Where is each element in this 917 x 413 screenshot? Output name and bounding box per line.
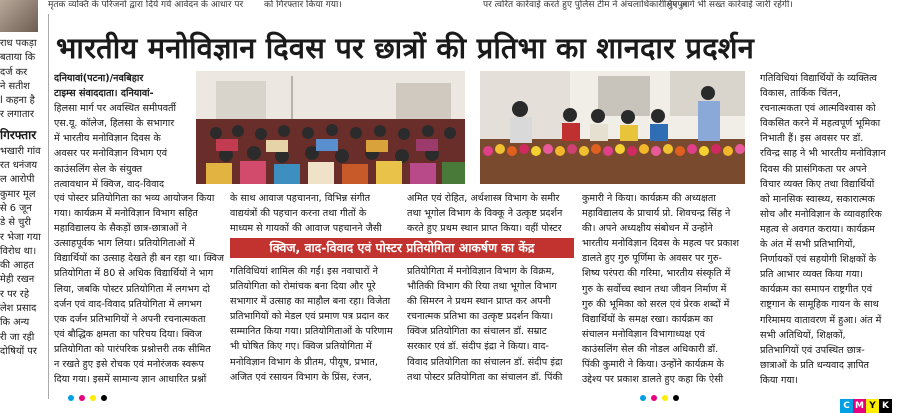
top-strip-text-d: लिए आगे भी सख्त कार्रवाई जारी रहेगी। [664,0,793,10]
article-column-1 [54,71,190,192]
body-line: महाविद्यालय के प्राचार्य प्रो. शिवचन्द्र सिंह ने [582,208,731,220]
cmyk-c: C [840,399,853,413]
top-strip-text-a: मृतक व्यक्ति के परिजनों द्वारा दिये गये आवेदन के आधार पर [48,0,244,10]
body-line: माध्यम से गायकों की आवाज पहचानने जैसी [230,223,382,235]
body-line: की। अपने अध्यक्षीय संबोधन में उन्होंने [582,223,713,235]
body-line: अमित एवं रोहित, अर्थशास्त्र विभाग के समीर [407,193,560,204]
body-line: उत्साहपूर्वक भाग लिया। प्रतियोगिताओं में [54,238,195,250]
body-line: शिष्य परंपरा की गरिमा, भारतीय संस्कृति में [582,268,731,280]
subhead-banner [230,238,574,258]
cmyk-marks [840,399,892,413]
body-line: गतिविधियां विद्यार्थियों के व्यक्तित्व [760,73,877,84]
body-line: किया गया। [760,374,799,386]
left-line: दर्ज कर [0,66,28,78]
body-line: रचनात्मक प्रतिभा का उत्कृष्ट प्रदर्शन किया। [407,311,554,323]
cmyk-m: M [853,399,866,413]
body-line: महाविद्यालय के सैकड़ों छात्र-छात्राओं ने [54,223,187,235]
body-line: काउंसलिंग सेल के संयुक्त [54,163,143,175]
body-line: विद्यार्थियों के समक्ष रखा। कार्यक्रम का [582,313,713,325]
body-line: प्रतिभागियों एवं उपस्थित छात्र- [760,344,865,356]
body-line: सभागार में उत्साह का माहौल बना रहा। विजेता [230,296,391,308]
body-line: विद्यार्थियों का उत्साह देखते ही बन रहा था। क्विज [54,253,224,265]
body-line: के अंत में सभी प्रतिभागियों, [760,239,856,251]
left-line: रत धनंजय [0,160,38,172]
body-line: विकसित करने में महत्वपूर्ण भूमिका [760,118,881,130]
body-line: को मानसिक स्वास्थ्य, सकारात्मक [760,193,875,205]
body-line: छात्राओं के प्रति धन्यवाद ज्ञापित [760,359,870,371]
left-line: l कहना है [0,95,35,107]
left-line: भखारी गांव [0,145,41,157]
body-line: भारतीय मनोविज्ञान दिवस के महत्व पर प्रकाश [582,238,739,250]
body-line: गुरु की भूमिका को सरल एवं प्रेरक शब्दों में [582,298,730,310]
left-line: दोषियों पर [0,345,37,357]
body-line: वाद्ययंत्रों की पहचान करना तथा गीतों के [230,208,367,220]
cyan-dot [640,395,646,401]
body-line: महत्व से अवगत कराया। कार्यक्रम [760,223,875,235]
article-column-2-top [230,191,400,236]
left-line: कुमार मूल [0,188,36,200]
body-line: सरकार एवं डॉ. संदीप इंद्रा ने किया। वाद- [407,341,549,353]
body-line: दिया गया। इसमें सामान्य ज्ञान आधारित प्रश्नों [54,374,207,386]
body-line: कुमारी ने किया। कार्यक्रम की अध्यक्षता [582,193,716,204]
body-line: प्रति आभार व्यक्त किया गया। [760,269,864,281]
article-column-4 [582,191,750,387]
top-strip-text-b: को गिरफ्तार किया गया। [264,0,342,10]
body-line: प्रतियोगिता को रोमांचक बना दिया और पूरे [230,281,376,293]
left-line: विरोध था। [0,245,37,257]
body-line: विकास, तार्किक चिंतन, [760,88,841,100]
black-dot [101,395,107,401]
left-heading: गिरफ्तार [0,127,37,142]
body-line: निर्णायकों एवं सहयोगी शिक्षकों के [760,254,877,266]
body-line: गया। कार्यक्रम में मनोविज्ञान विभाग सहित [54,208,198,220]
body-line: क्विज प्रतियोगिता का संचालन डॉ. सम्राट [407,326,547,338]
body-line: सोच और मनोविज्ञान के व्यावहारिक [760,208,882,220]
body-line: मनोविज्ञान विभाग के प्रीतम, पीयूष, प्रभात, [230,356,378,368]
cmyk-k: K [879,399,892,413]
left-line: ने सतीश [0,80,30,92]
body-line: विचार व्यक्त किए तथा विद्यार्थियों [760,178,875,190]
body-line: प्रतियोगिता में 80 से अधिक विद्यार्थियों ने भाग [54,268,214,280]
body-line: रविन्द्र साह ने भी भारतीय मनोविज्ञान [760,148,886,160]
subhead-text: क्विज, वाद-विवाद एवं पोस्टर प्रतियोगिता आकर्षण का केंद्र [269,240,535,255]
body-line: न रखते हुए इसे रोचक एवं मनोरंजक स्वरूप [54,359,204,371]
body-line: सम्मानित किया गया। प्रतियोगिताओं के परिणाम [230,326,393,338]
registration-dots-left [68,386,107,396]
left-line: ल आरोपी [0,174,35,186]
cyan-dot [68,395,74,401]
stage-photo-art [480,71,745,184]
registration-dots-right [640,386,679,396]
left-photo-fragment [0,0,38,32]
magenta-dot [651,395,657,401]
yellow-dot [90,395,96,401]
column-divider [48,14,49,399]
left-line: र भेजा गया [0,231,41,243]
body-line: कार्यक्रम का समापन राष्ट्रगीत एवं [760,284,873,296]
article-column-5 [760,71,894,388]
dateline-cont: टाइम्स संवाददाता। दनियावां- [54,88,154,100]
body-line: गुरु के सर्वोच्च स्थान तथा जीवन निर्माण में [582,283,727,295]
left-line: बताया कि [0,52,36,64]
left-line: र लगातार [0,109,34,121]
body-line: तथा भूगोल विभाग के विक्कू ने उत्कृष्ट प्रदर्शन [407,208,563,220]
body-line: एवं पोस्टर प्रतियोगिता का भव्य आयोजन किया [54,193,215,204]
headline: भारतीय मनोविज्ञान दिवस पर छात्रों की प्रतिभा का शानदार प्रदर्शन [56,31,755,65]
top-strip [0,0,917,12]
body-line: की सिमरन ने प्रथम स्थान प्राप्त कर अपनी [407,296,551,308]
body-line: पिंकी कुमारी ने किया। उन्होंने कार्यक्रम के [582,359,724,371]
top-strip-text-c: पर त्वरित कार्रवाई करते हुए पुलिस टीम ने अंचलाधिकारी पुनपुन [483,0,688,10]
body-line: उद्देश्य पर प्रकाश डालते हुए कहा कि ऐसी [582,374,724,386]
cmyk-y: Y [866,399,879,413]
article-column-2-bottom [230,264,400,385]
left-line: र पर रहे [0,288,30,300]
stage-photo [480,71,745,184]
body-line: अजित एवं रसायन विभाग के प्रिंस, रंजन, [230,371,372,383]
left-line: से 6 जून [0,202,32,214]
body-line: भौतिकी विभाग की रिया तथा भूगोल विभाग [407,281,557,293]
body-line: रचनात्मकता एवं आत्मविश्वास को [760,103,876,115]
body-line: अवसर पर मनोविज्ञान विभाग एवं [54,148,168,160]
black-dot [673,395,679,401]
dateline: दनियावां(पटना)/नवबिहार [54,73,144,84]
body-line: निभाती हैं। इस अवसर पर डॉ. [760,133,864,145]
audience-photo [196,71,465,184]
body-line: काउंसलिंग सेल की नोडल अधिकारी डॉ. [582,343,719,355]
left-line: राध पकड़ा [0,38,37,49]
body-line: तत्वावधान में क्विज, वाद-विवाद [54,178,165,190]
article-column-1-wide [54,191,224,387]
body-line: एवं बौद्धिक क्षमता का परिचय दिया। क्विज [54,328,202,340]
body-line: एस.यू. कॉलेज, हिलसा के सभागार [54,118,175,130]
body-line: लिया, जबकि पोस्टर प्रतियोगिता में लगभग दो [54,283,210,295]
left-line: री जा रही [0,331,35,343]
body-line: गतिविधियां शामिल की गईं। इस नवाचारों ने [230,266,378,277]
article-column-3-bottom [407,264,574,385]
body-line: हिलसा मार्ग पर अवस्थित समीपवर्ती [54,103,176,115]
body-line: डालते हुए गुरु पूर्णिमा के अवसर पर गुरु- [582,253,722,265]
left-line: डे से चुरी [0,217,31,229]
yellow-dot [662,395,668,401]
body-line: दर्जन एवं वाद-विवाद प्रतियोगिता में लगभग [54,298,202,310]
left-line: मेही रखन [0,274,35,286]
body-line: प्रतिभागियों को मेडल एवं प्रमाण पत्र प्रदान कर [230,311,389,323]
body-line: राष्ट्रगान के सामूहिक गायन के साथ [760,299,879,311]
left-line: की आहत [0,260,34,272]
body-line: में भारतीय मनोविज्ञान दिवस के [54,133,161,145]
body-line: संचालन मनोविज्ञान विभागाध्यक्ष एवं [582,328,705,340]
body-line: के साथ आवाज पहचानना, विभिन्न संगीत [230,193,371,204]
body-line: एक दर्जन प्रतिभागियों ने अपनी रचनात्मकता [54,313,206,325]
body-line: विवाद प्रतियोगिता का संचालन डॉ. संदीप इंद्रा [407,356,563,368]
article-column-3-top [407,191,574,236]
body-line: तथा पोस्टर प्रतियोगिता का संचालन डॉ. पिंकी [407,371,563,383]
left-line: कि अन्य [0,317,30,329]
body-line: सभी अतिथियों, शिक्षकों, [760,329,846,341]
body-line: दिवस की प्रासंगिकता पर अपने [760,163,867,175]
magenta-dot [79,395,85,401]
body-line: भी घोषित किए गए। क्विज प्रतियोगिता में [230,341,372,353]
body-line: करते हुए प्रथम स्थान प्राप्त किया। वहीं पोस्टर [407,223,562,235]
body-line: प्रतियोगिता में मनोविज्ञान विभाग के विक्रम, [407,266,555,277]
left-column-fragment [0,37,46,359]
left-line: लेश प्रसाद [0,303,37,315]
audience-photo-art [196,71,465,184]
body-line: प्रतियोगिता को पारंपरिक प्रश्नोत्तरी तक सीमित [54,343,211,355]
body-line: गरिमामय वातावरण में हुआ। अंत में [760,314,882,326]
